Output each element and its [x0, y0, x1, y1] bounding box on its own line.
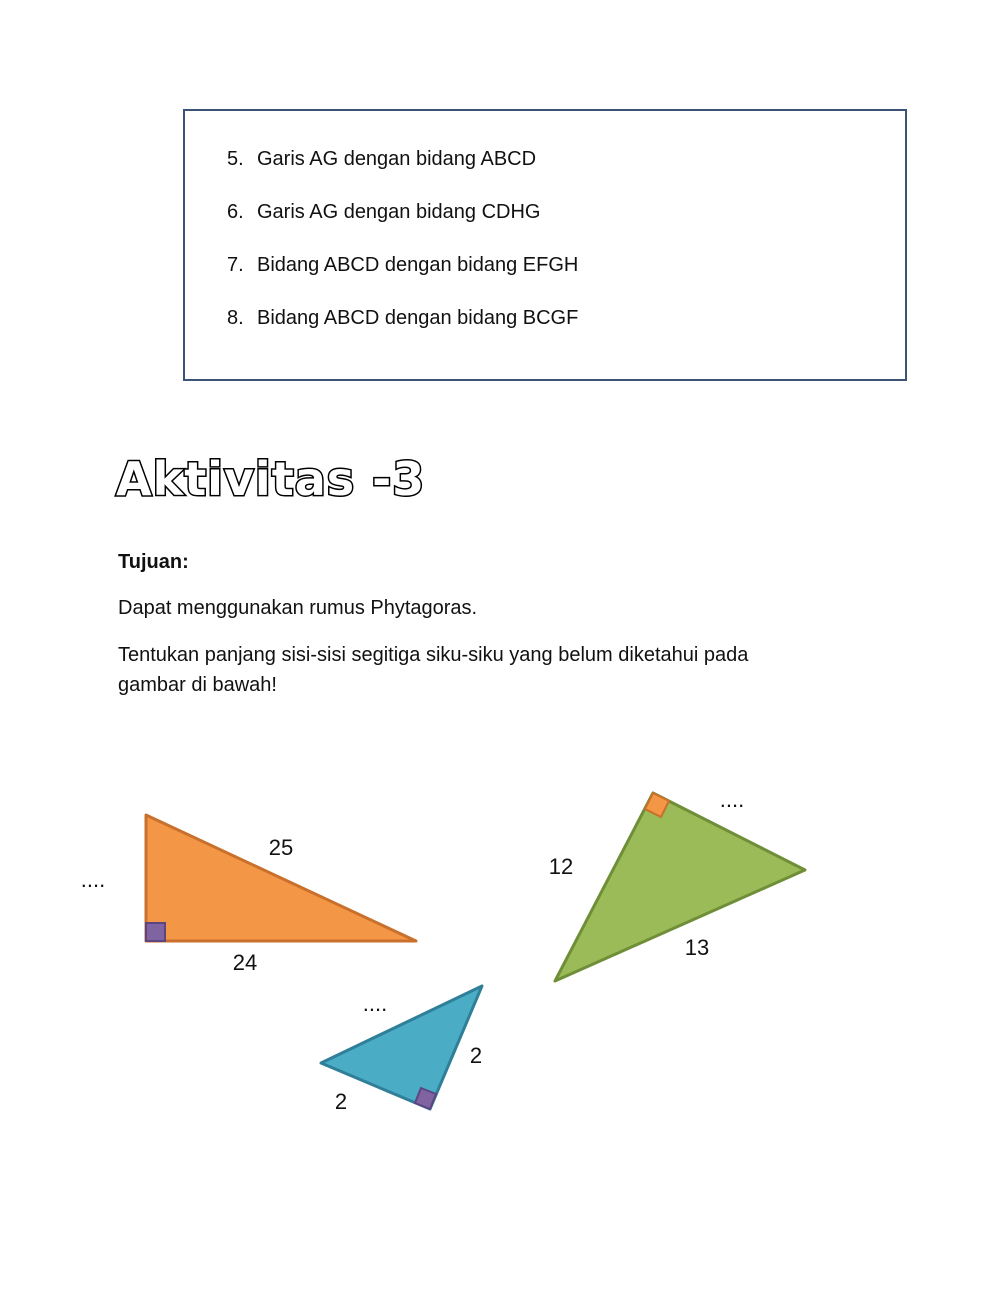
list-item: 5. Garis AG dengan bidang ABCD [227, 148, 537, 170]
green-left-label: 12 [548, 854, 574, 879]
orange-bottom-label: 24 [232, 950, 258, 975]
orange-hyp-label: 25 [268, 835, 294, 860]
blue-bottom-label: 2 [334, 1089, 348, 1114]
instruction-line-1: Tentukan panjang sisi-sisi segitiga siku-siku yang belum diketahui pada [118, 644, 749, 666]
green-hyp-label: 13 [684, 935, 710, 960]
orange-left-label: .... [80, 867, 106, 892]
green-triangle [555, 793, 805, 981]
blue-top-label: .... [362, 991, 388, 1016]
green-top-label: .... [719, 787, 745, 812]
list-item: 7. Bidang ABCD dengan bidang EFGH [227, 254, 579, 276]
list-item: 8. Bidang ABCD dengan bidang BCGF [227, 307, 579, 329]
blue-right-label: 2 [469, 1043, 483, 1068]
goal-label: Tujuan: [118, 551, 189, 573]
orange-triangle [146, 815, 416, 941]
activity-title: Aktivitas -3 [116, 452, 426, 506]
instruction-line-2: gambar di bawah! [118, 674, 277, 696]
goal-text: Dapat menggunakan rumus Phytagoras. [118, 597, 478, 619]
list-item: 6. Garis AG dengan bidang CDHG [227, 201, 541, 223]
right-angle-marker [146, 923, 165, 941]
